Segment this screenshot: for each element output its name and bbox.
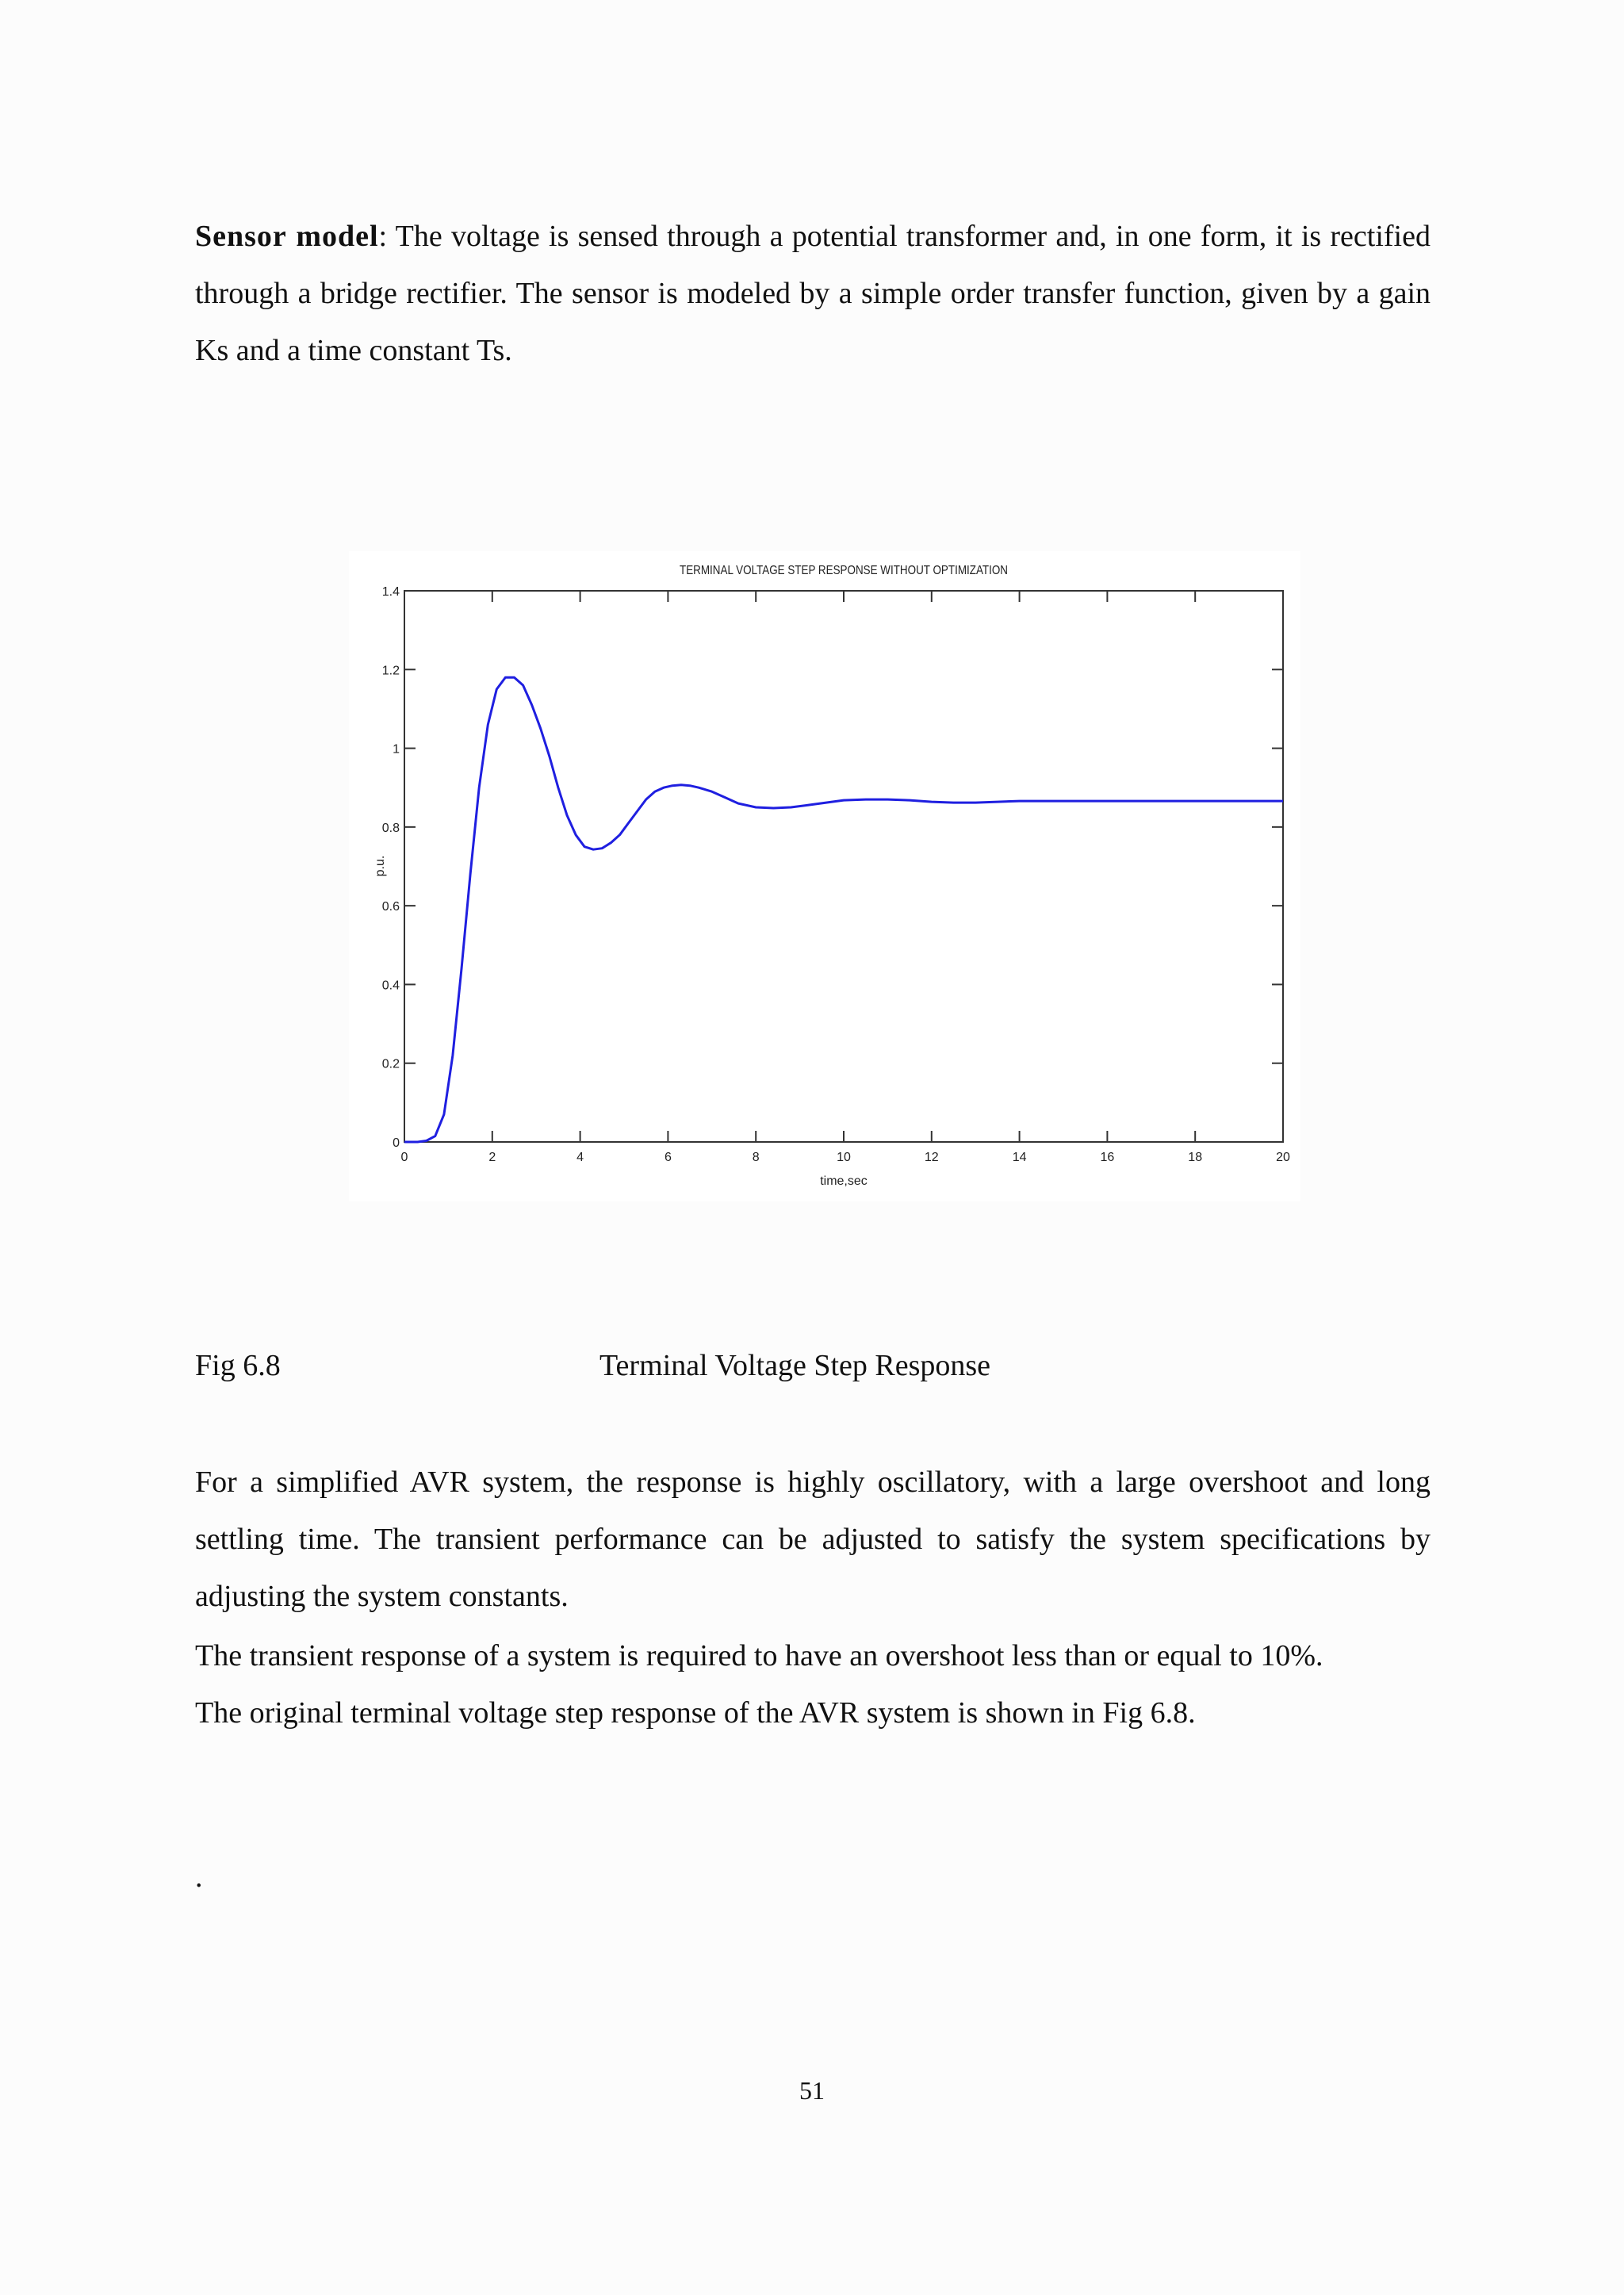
avr-response-text: For a simplified AVR system, the response is highly oscillatory, with a large overshoot and long settling time. The transient performance can be adjusted to satisfy the system specifications by adjusting the system constants. [195,1466,1431,1613]
x-tick-label: 10 [837,1151,851,1164]
y-tick-label: 1.2 [381,664,400,678]
avr-response-paragraph [195,1454,1431,1625]
caption-text: Terminal Voltage Step Response [599,1349,991,1382]
y-tick-label: 1 [393,742,400,757]
y-axis-label: p.u. [373,855,387,877]
x-tick-label: 12 [924,1151,939,1164]
sensor-model-paragraph [195,208,1431,379]
y-tick-label: 0.4 [381,979,400,993]
figure-caption [195,1348,1431,1393]
x-tick-label: 8 [752,1151,760,1164]
sensor-model-text: : The voltage is sensed through a potential transformer and, in one form, it is rectified through a bridge rectifier. The sensor is modeled by a simple order transfer function, given by a gain Ks and a time constant Ts. [195,220,1431,367]
x-tick-label: 2 [488,1151,496,1164]
chart-title: TERMINAL VOLTAGE STEP RESPONSE WITHOUT OPTIMIZATION [680,564,1008,577]
y-tick-label: 0.2 [381,1057,400,1071]
step-response-figure [349,551,1300,1201]
y-tick-label: 1.4 [381,585,400,599]
y-tick-label: 0.6 [381,900,400,914]
x-tick-label: 18 [1188,1151,1203,1164]
x-tick-label: 16 [1100,1151,1115,1164]
overshoot-line-1: The transient response of a system is required to have an overshoot less than or equal to 10%. [195,1639,1323,1672]
sensor-model-heading: Sensor model [195,220,379,253]
x-axis-label: time,sec [820,1174,868,1188]
x-tick-label: 4 [576,1151,584,1164]
x-tick-label: 6 [664,1151,672,1164]
page-number: 51 [799,2076,825,2105]
x-tick-label: 20 [1276,1151,1290,1164]
x-tick-label: 0 [400,1151,408,1164]
step-response-chart [349,551,1300,1201]
caption-label: Fig 6.8 [195,1349,281,1382]
y-tick-label: 0 [393,1136,400,1150]
stray-dot: . [195,1860,203,1894]
y-tick-label: 0.8 [381,821,400,835]
overshoot-paragraph [195,1627,1431,1741]
x-tick-label: 14 [1012,1151,1027,1164]
overshoot-line-2: The original terminal voltage step response of the AVR system is shown in Fig 6.8. [195,1696,1196,1730]
